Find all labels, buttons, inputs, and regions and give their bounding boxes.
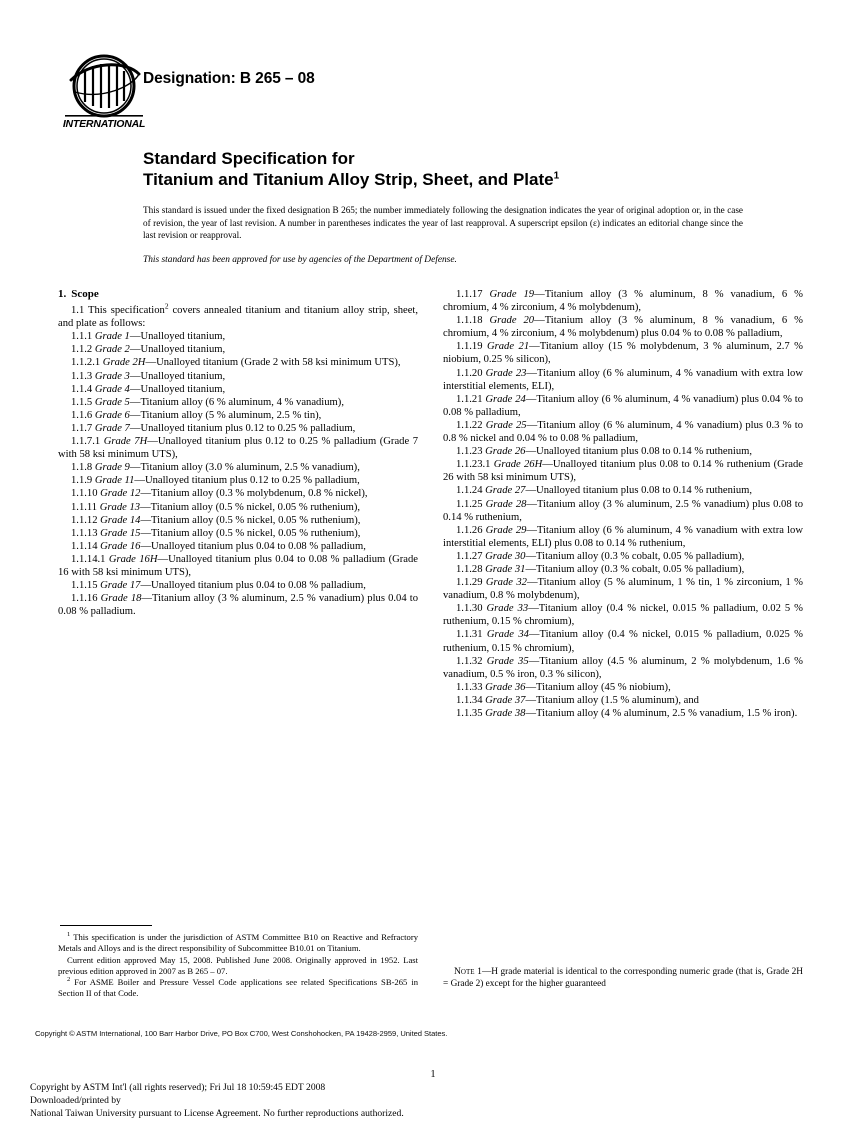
grade-item-description: —Titanium alloy (5 % aluminum, 2.5 % tin),	[129, 409, 322, 421]
grade-item-designator: Grade 12	[100, 488, 141, 500]
grade-item-designator: Grade 26H	[493, 459, 543, 471]
page-number: 1	[430, 1069, 436, 1080]
grade-list-item	[443, 288, 803, 314]
grade-item-number: 1.1.5	[71, 396, 93, 408]
grade-item-number: 1.1.8	[71, 462, 93, 474]
scope-intro-text-a: This specification	[87, 305, 165, 317]
section-number: 1.	[58, 288, 67, 300]
grade-item-number: 1.1.14	[71, 540, 98, 552]
grade-item-description: —Unalloyed titanium plus 0.04 to 0.08 % palladium,	[140, 580, 366, 592]
grade-list-item	[443, 314, 803, 340]
grade-item-designator: Grade 16	[100, 540, 141, 552]
grade-item-number: 1.1.24	[456, 485, 483, 497]
grade-item-description: —Titanium alloy (0.3 % cobalt, 0.05 % palladium),	[525, 563, 745, 575]
title-block	[143, 148, 753, 190]
left-column	[58, 288, 418, 618]
grade-item-number: 1.1.29	[456, 577, 483, 589]
grade-item-number: 1.1.23.1	[456, 459, 491, 471]
grade-item-designator: Grade 18	[100, 593, 142, 605]
grade-item-designator: Grade 15	[100, 527, 141, 539]
grade-item-designator: Grade 19	[489, 289, 535, 300]
license-footer	[30, 1081, 730, 1120]
grade-item-designator: Grade 30	[485, 550, 526, 562]
grade-item-number: 1.1.20	[456, 367, 483, 379]
grade-list-item	[443, 367, 803, 393]
grade-list-item	[58, 553, 418, 579]
grade-item-designator: Grade 1	[94, 331, 130, 343]
grade-item-number: 1.1.4	[71, 383, 93, 395]
grade-item-designator: Grade 16H	[108, 553, 158, 565]
footnote-1	[58, 932, 418, 955]
grade-item-description: —Titanium alloy (0.3 % molybdenum, 0.8 % nickel),	[140, 488, 368, 500]
grade-item-description: —Titanium alloy (15 % molybdenum, 3 % aluminum, 2.7 % niobium, 0.25 % silicon),	[443, 341, 804, 366]
grade-item-number: 1.1.2.1	[71, 357, 101, 369]
grade-list-item	[58, 422, 418, 435]
grade-item-description: —Titanium alloy (4 % aluminum, 2.5 % vanadium, 1.5 % iron).	[525, 708, 798, 719]
grade-item-number: 1.1.21	[456, 393, 483, 405]
grade-item-designator: Grade 11	[94, 475, 135, 487]
grade-list-item	[443, 550, 803, 563]
grade-item-designator: Grade 27	[485, 485, 526, 497]
grade-list-item	[58, 396, 418, 409]
grade-item-number: 1.1.7	[71, 422, 93, 434]
grade-list-item	[58, 461, 418, 474]
grade-item-designator: Grade 36	[485, 681, 526, 693]
grade-list-item	[443, 681, 803, 694]
license-line-3: National Taiwan University pursuant to License Agreement. No further reproductions authorized.	[30, 1108, 404, 1119]
grade-list-item	[443, 694, 803, 707]
grade-item-designator: Grade 5	[94, 396, 130, 408]
grade-list-item	[443, 576, 803, 602]
grade-item-designator: Grade 32	[485, 577, 527, 589]
grade-item-number: 1.1.2	[71, 344, 93, 356]
footnote-edition	[58, 955, 418, 978]
section-heading-scope	[58, 288, 418, 301]
note-block	[443, 966, 803, 991]
grade-item-designator: Grade 37	[485, 694, 526, 706]
grade-item-designator: Grade 38	[485, 708, 526, 719]
grade-item-description: —Titanium alloy (5 % aluminum, 1 % tin, 1 % zirconium, 1 % vanadium, 0.8 % molybdenum),	[443, 577, 803, 602]
grade-item-description: —Titanium alloy (3 % aluminum, 2.5 % vanadium) plus 0.08 to 0.14 % ruthenium,	[443, 498, 804, 523]
grade-item-description: —Unalloyed titanium plus 0.12 to 0.25 % palladium (Grade 7 with 58 ksi minimum UTS),	[58, 436, 418, 461]
right-grade-list	[443, 288, 803, 720]
grade-item-description: —Titanium alloy (3.0 % aluminum, 2.5 % vanadium),	[129, 462, 360, 474]
grade-item-description: —Titanium alloy (0.4 % nickel, 0.015 % palladium, 0.025 % ruthenium, 0.15 % chromium),	[443, 629, 804, 654]
grade-item-number: 1.1.13	[71, 527, 98, 539]
grade-item-number: 1.1.30	[456, 603, 483, 615]
grade-list-item	[443, 445, 803, 458]
grade-item-description: —Unalloyed titanium plus 0.04 to 0.08 % palladium (Grade 16 with 58 ksi minimum UTS),	[58, 553, 419, 578]
grade-item-description: —Unalloyed titanium plus 0.08 to 0.14 % ruthenium (Grade 26 with 58 ksi minimum UTS),	[443, 459, 803, 484]
grade-item-number: 1.1.27	[456, 550, 483, 562]
grade-item-description: —Titanium alloy (6 % aluminum, 4 % vanadium with extra low interstitial elements, ELI),	[443, 367, 804, 392]
grade-item-number: 1.1.34	[456, 694, 483, 706]
section-title: Scope	[71, 288, 99, 300]
grade-list-item	[443, 628, 803, 654]
grade-item-description: —Unalloyed titanium,	[129, 383, 226, 395]
grade-item-designator: Grade 4	[94, 383, 130, 395]
grade-item-designator: Grade 9	[94, 462, 130, 474]
grade-item-description: —Unalloyed titanium (Grade 2 with 58 ksi minimum UTS),	[145, 357, 401, 369]
grade-item-designator: Grade 26	[485, 446, 526, 458]
footnote-1-text: This specification is under the jurisdiction of ASTM Committee B10 on Reactive and Refractory Metals and Alloys and is the direct responsibility of Subcommittee B10.01 on Titanium.	[58, 932, 418, 954]
grade-item-description: —Titanium alloy (0.5 % nickel, 0.05 % ruthenium),	[140, 527, 361, 539]
grade-item-description: —Unalloyed titanium plus 0.04 to 0.08 % palladium,	[140, 540, 366, 552]
grade-list-item	[58, 330, 418, 343]
grade-item-designator: Grade 34	[486, 629, 529, 641]
grade-item-number: 1.1.14.1	[71, 553, 106, 565]
grade-item-description: —Unalloyed titanium,	[129, 344, 226, 356]
svg-text:INTERNATIONAL: INTERNATIONAL	[63, 118, 145, 130]
grade-item-designator: Grade 28	[485, 498, 527, 510]
grade-item-description: —Titanium alloy (0.3 % cobalt, 0.05 % palladium),	[525, 550, 745, 562]
grade-item-number: 1.1.26	[456, 524, 483, 536]
grade-item-description: —Unalloyed titanium,	[129, 370, 226, 382]
grade-list-item	[58, 579, 418, 592]
grade-item-description: —Titanium alloy (6 % aluminum, 4 % vanadium with extra low interstitial elements, ELI) plus 0.08 to 0.14 % ruthenium,	[443, 524, 804, 549]
grade-item-description: —Titanium alloy (6 % aluminum, 4 % vanadium) plus 0.04 % to 0.08 % palladium,	[443, 393, 803, 418]
grade-item-number: 1.1.15	[71, 580, 98, 592]
grade-list-item	[58, 592, 418, 618]
grade-item-number: 1.1.16	[71, 593, 98, 605]
astm-international-logo-icon	[63, 52, 145, 132]
note-paragraph	[443, 966, 803, 991]
grade-item-description: —Titanium alloy (0.5 % nickel, 0.05 % ruthenium),	[140, 501, 361, 513]
title-footnote-marker: 1	[553, 170, 560, 182]
grade-item-designator: Grade 20	[489, 315, 535, 327]
grade-list-item	[443, 707, 803, 720]
grade-item-description: —Unalloyed titanium plus 0.08 to 0.14 % ruthenium,	[525, 446, 753, 458]
grade-list-item	[58, 435, 418, 461]
license-line-2: Downloaded/printed by	[30, 1095, 121, 1106]
grade-item-number: 1.1.11	[71, 501, 98, 513]
grade-item-number: 1.1.17	[456, 289, 483, 300]
grade-list-item	[443, 484, 803, 497]
grade-list-item	[443, 563, 803, 576]
grade-list-item	[58, 409, 418, 422]
copyright-notice: Copyright © ASTM International, 100 Barr Harbor Drive, PO Box C700, West Conshohocken, PA 19428-2959, United States.	[35, 1029, 448, 1038]
grade-list-item	[443, 498, 803, 524]
grade-item-designator: Grade 29	[485, 524, 527, 536]
grade-item-designator: Grade 14	[100, 514, 141, 526]
grade-item-description: —Titanium alloy (4.5 % aluminum, 2 % molybdenum, 1.6 % vanadium, 0.5 % iron, 0.3 % silicon),	[443, 655, 803, 680]
grade-item-number: 1.1.7.1	[71, 436, 101, 448]
page-title	[143, 148, 753, 190]
right-column	[443, 288, 803, 720]
grade-list-item	[58, 487, 418, 500]
grade-item-description: —Titanium alloy (6 % aluminum, 4 % vanadium) plus 0.3 % to 0.8 % nickel and 0.04 % to 0.08 % palladium,	[443, 419, 803, 445]
scope-intro-number: 1.1	[71, 305, 85, 317]
grade-item-designator: Grade 7	[94, 422, 130, 434]
grade-item-designator: Grade 13	[99, 501, 141, 513]
title-line-1: Standard Specification for	[143, 149, 355, 168]
note-label: Note 1	[454, 966, 482, 977]
grade-item-designator: Grade 3	[94, 370, 130, 382]
note-text: —H grade material is identical to the corresponding numeric grade (that is, Grade 2H = Grade 2) except for the higher guaranteed	[443, 967, 803, 989]
grade-list-item	[58, 343, 418, 356]
grade-item-description: —Titanium alloy (45 % niobium),	[525, 681, 671, 693]
grade-item-description: —Titanium alloy (0.4 % nickel, 0.015 % palladium, 0.02 5 % ruthenium, 0.15 % chromium),	[443, 603, 804, 628]
scope-intro-text-b: covers annealed titanium and titanium alloy strip, sheet, and plate as follows:	[58, 305, 418, 330]
license-line-1: Copyright by ASTM Int'l (all rights reserved); Fri Jul 18 10:59:45 EDT 2008	[30, 1082, 326, 1093]
grade-list-item	[443, 602, 803, 628]
scope-intro-paragraph	[58, 301, 418, 330]
grade-item-designator: Grade 35	[486, 655, 529, 667]
grade-item-number: 1.1.19	[456, 341, 483, 353]
grade-item-number: 1.1.35	[456, 708, 483, 719]
grade-item-designator: Grade 21	[486, 341, 530, 353]
grade-item-description: —Titanium alloy (3 % aluminum, 8 % vanadium, 6 % chromium, 4 % zirconium, 4 % molybdenum) plus 0.04 % to 0.08 % palladium,	[443, 315, 803, 340]
grade-list-item	[443, 458, 803, 484]
footnote-2	[58, 977, 418, 1000]
grade-item-description: —Titanium alloy (1.5 % aluminum), and	[525, 694, 699, 706]
grade-list-item	[58, 356, 418, 369]
grade-item-number: 1.1.12	[71, 514, 98, 526]
grade-item-designator: Grade 24	[485, 393, 526, 405]
grade-item-description: —Titanium alloy (3 % aluminum, 2.5 % vanadium) plus 0.04 to 0.08 % palladium.	[58, 593, 419, 618]
grade-item-number: 1.1.31	[456, 629, 483, 641]
grade-item-description: —Titanium alloy (3 % aluminum, 8 % vanadium, 6 % chromium, 4 % zirconium, 4 % molybdenum),	[443, 289, 803, 314]
footnote-edition-text: Current edition approved May 15, 2008. Published June 2008. Originally approved in 1952. Last previous edition approved in 2007 as B 265 – 07.	[58, 954, 418, 976]
grade-list-item	[58, 370, 418, 383]
footnote-2-marker: 2	[67, 976, 71, 984]
grade-list-item	[443, 655, 803, 681]
scope-intro-footnote-marker: 2	[164, 301, 169, 311]
grade-item-number: 1.1.28	[456, 563, 483, 575]
designation-label: Designation: B 265 – 08	[143, 70, 315, 87]
grade-list-item	[443, 419, 803, 445]
grade-item-designator: Grade 33	[486, 603, 529, 615]
grade-list-item	[58, 540, 418, 553]
grade-item-description: —Unalloyed titanium plus 0.12 to 0.25 % palladium,	[134, 475, 360, 487]
footnote-separator-rule	[60, 925, 152, 926]
grade-item-description: —Unalloyed titanium,	[129, 331, 226, 343]
grade-item-designator: Grade 25	[485, 419, 527, 431]
grade-item-description: —Unalloyed titanium plus 0.08 to 0.14 % ruthenium,	[525, 485, 753, 497]
grade-item-number: 1.1.9	[71, 475, 93, 487]
grade-item-number: 1.1.1	[71, 331, 93, 343]
grade-list-item	[443, 524, 803, 550]
grade-item-designator: Grade 6	[94, 409, 130, 421]
grade-list-item	[443, 340, 803, 366]
issue-statement: This standard is issued under the fixed designation B 265; the number immediately following the designation indicates the year of original adoption or, in the case of revision, the year of last revision. A number in parentheses indicates the year of last reapproval. A superscript epsilon (ε) indicates an editorial change since the last revision or reapproval.	[143, 205, 743, 241]
grade-item-description: —Titanium alloy (0.5 % nickel, 0.05 % ruthenium),	[140, 514, 361, 526]
grade-item-number: 1.1.18	[456, 315, 483, 327]
grade-list-item	[443, 393, 803, 419]
dod-approval-statement: This standard has been approved for use by agencies of the Department of Defense.	[143, 255, 457, 265]
grade-item-number: 1.1.10	[71, 488, 98, 500]
grade-item-number: 1.1.32	[456, 655, 483, 667]
grade-item-designator: Grade 2H	[102, 357, 146, 369]
grade-item-designator: Grade 7H	[103, 436, 148, 448]
grade-list-item	[58, 501, 418, 514]
grade-item-number: 1.1.25	[456, 498, 483, 510]
footnotes-block	[58, 932, 418, 1000]
grade-item-number: 1.1.23	[456, 446, 483, 458]
grade-item-number: 1.1.3	[71, 370, 93, 382]
title-line-2: Titanium and Titanium Alloy Strip, Sheet, and Plate	[143, 170, 554, 189]
grade-item-designator: Grade 31	[485, 563, 526, 575]
page-header	[0, 0, 866, 140]
footnote-2-text: For ASME Boiler and Pressure Vessel Code applications see related Specifications SB-265 in Section II of that Code.	[58, 977, 418, 999]
grade-list-item	[58, 383, 418, 396]
footnote-1-marker: 1	[67, 931, 71, 939]
grade-item-designator: Grade 17	[100, 580, 141, 592]
grade-item-number: 1.1.33	[456, 681, 483, 693]
grade-list-item	[58, 527, 418, 540]
grade-item-number: 1.1.22	[456, 419, 483, 431]
grade-item-number: 1.1.6	[71, 409, 93, 421]
left-grade-list	[58, 330, 418, 618]
grade-item-designator: Grade 2	[94, 344, 130, 356]
grade-item-designator: Grade 23	[485, 367, 527, 379]
grade-item-description: —Titanium alloy (6 % aluminum, 4 % vanadium),	[129, 396, 344, 408]
grade-list-item	[58, 474, 418, 487]
grade-item-description: —Unalloyed titanium plus 0.12 to 0.25 % palladium,	[129, 422, 356, 434]
grade-list-item	[58, 514, 418, 527]
